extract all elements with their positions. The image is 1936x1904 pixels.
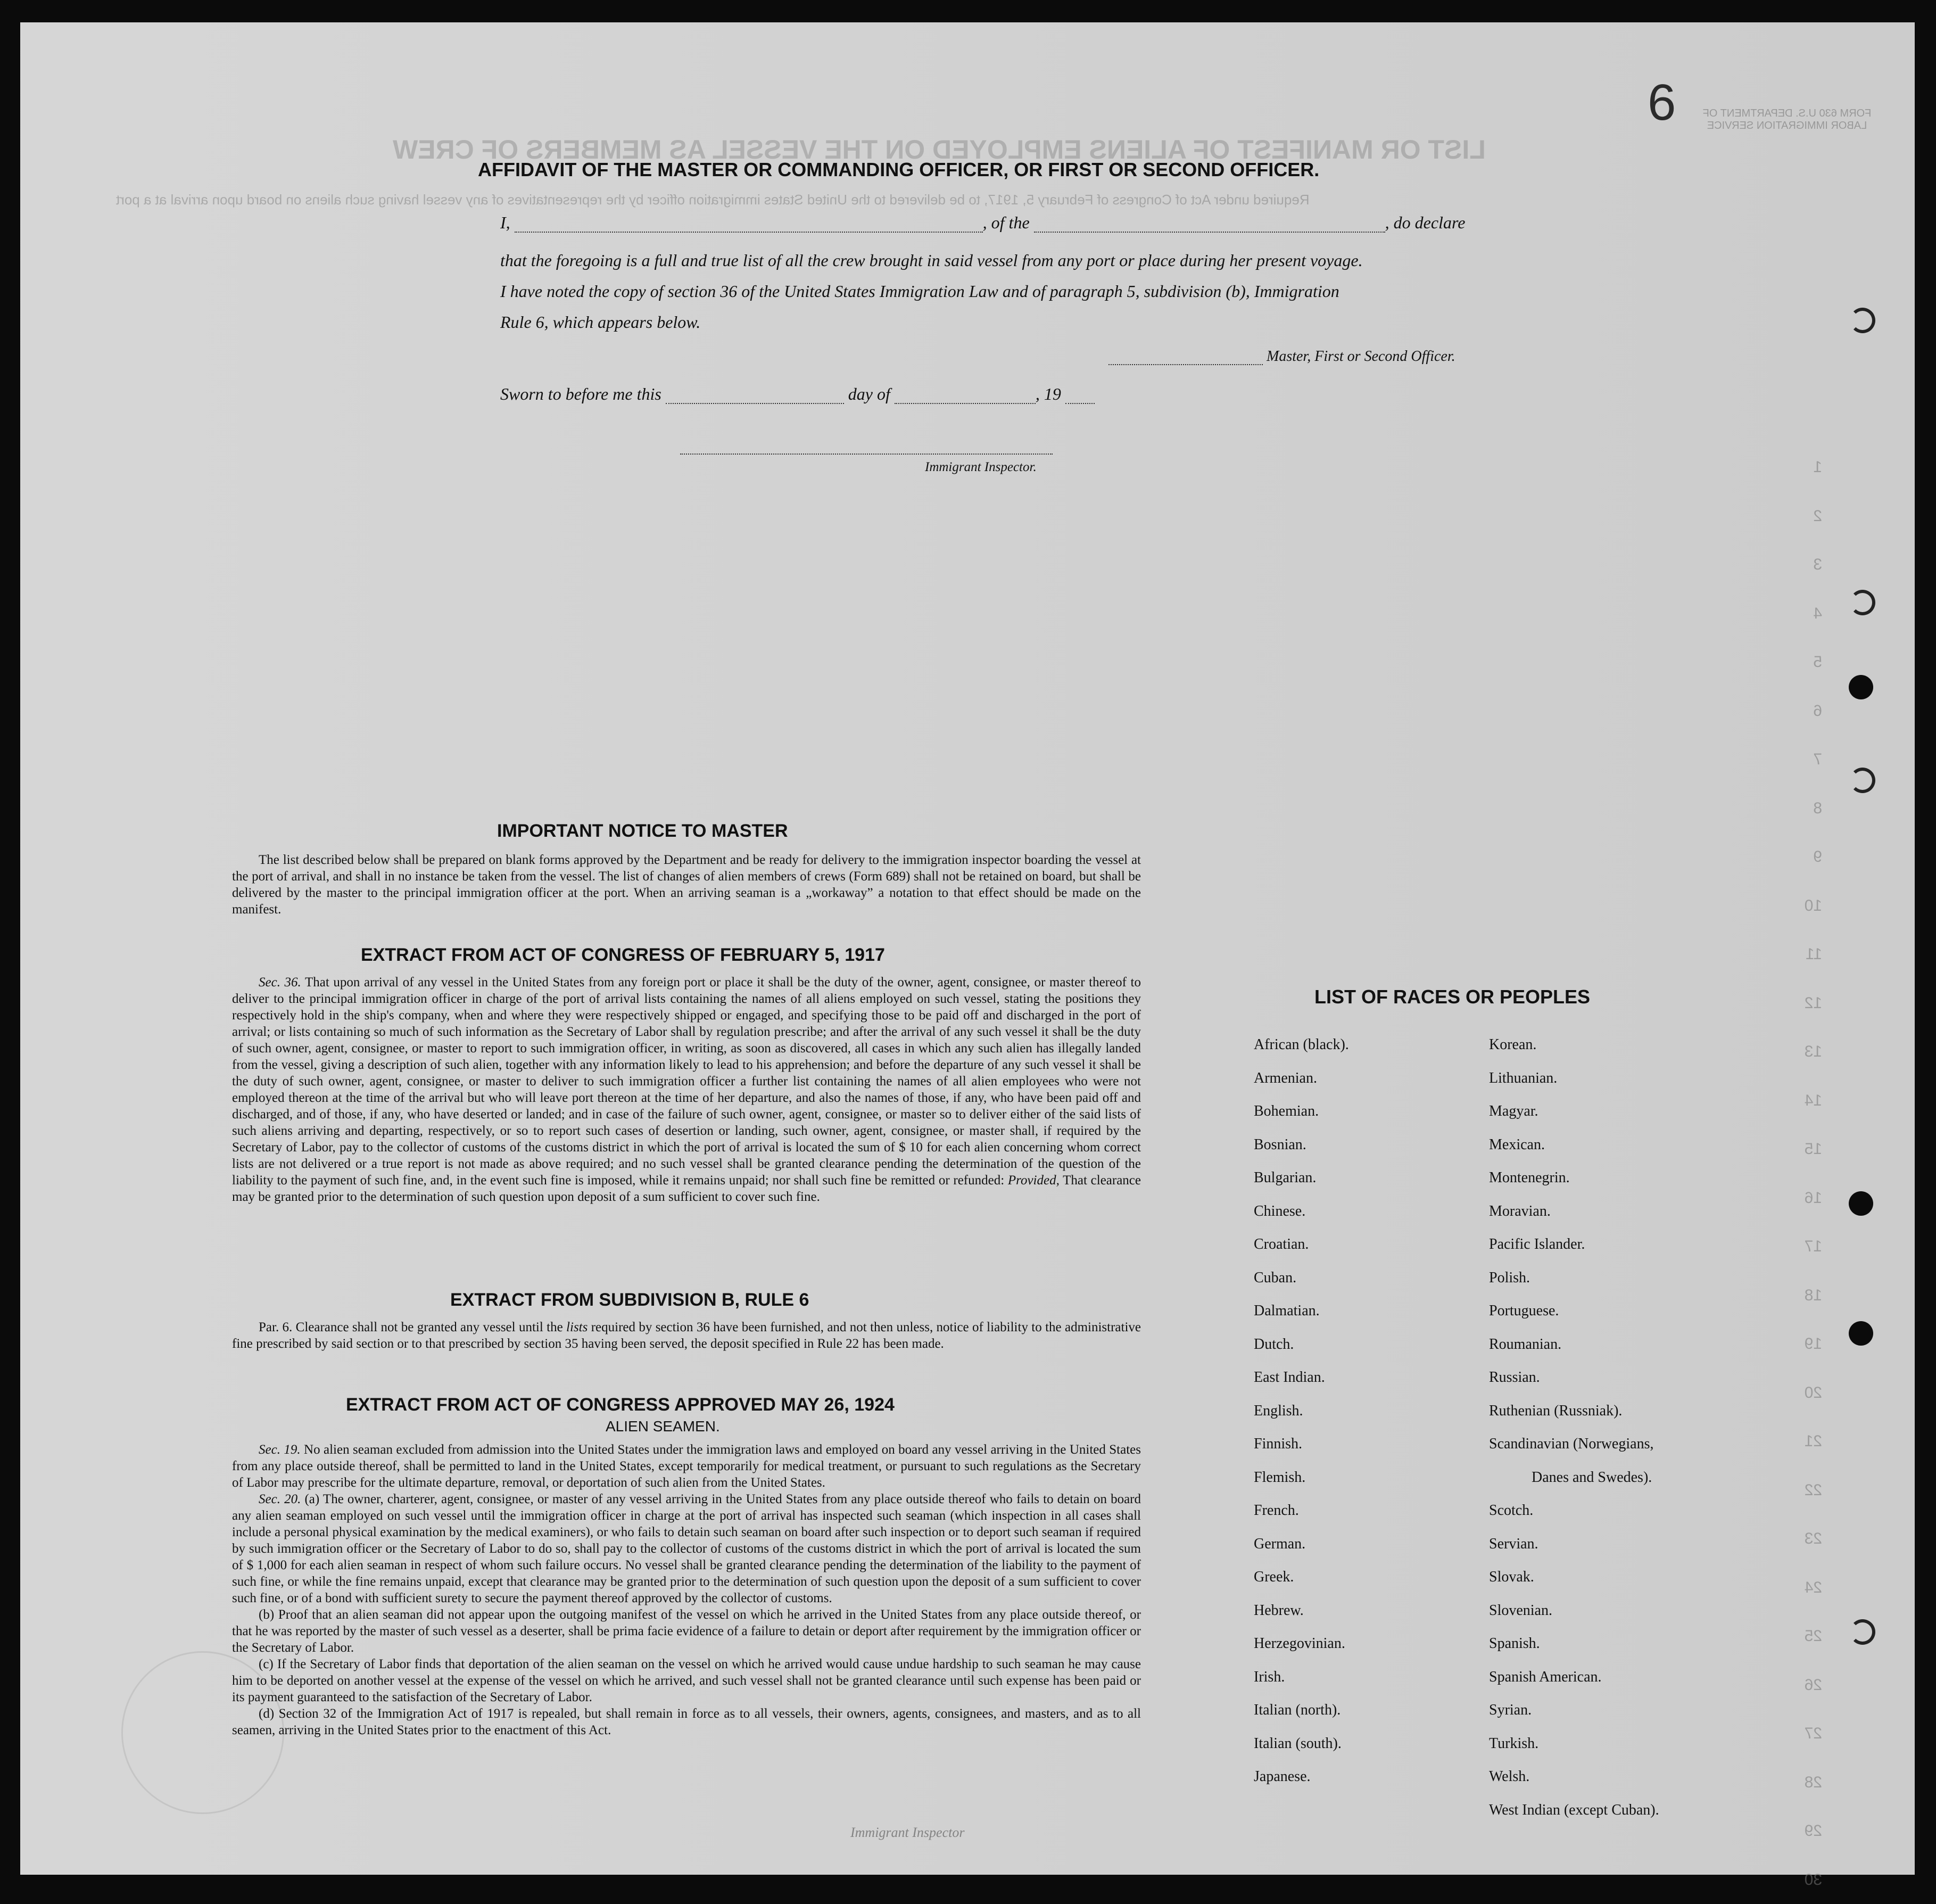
race-item: Russian. — [1489, 1361, 1659, 1395]
bleed-row-number: 20 — [1790, 1369, 1822, 1417]
bleed-row-number: 19 — [1790, 1320, 1822, 1369]
sec36-text: That upon arrival of any vessel in the United States from any foreign port or place it shall be the duty of the owner, agent, consignee, or master thereof to deliver to the principal immigration officer in charge of the port of arrival lists containing the names of all aliens employed on such vessel, stating the positions they respectively hold in the ship's company, when and where they were respectively shipped or engaged, and specifying those to be paid off and discharged in the port of arrival; or lists containing so much of such information as the Secretary of Labor shall by regulation prescribe; and after the arrival of any such vessel it shall be the duty of such owner, agent, consignee, or master to report to such immigration officer, in writing, as soon as discovered, all cases in which any such alien has illegally landed from the vessel, giving a description of such alien, together with any information likely to lead to his apprehension; and before the departure of any such vessel it shall be the duty of such owner, agent, consignee, or master to deliver to such immigration officer a further list containing the names of all alien employees who were not employed thereon at the time of the arrival but who will leave port thereon at the time of her departure, and also the names of those, if any, who have been paid off and discharged, and of those, if any, who have deserted or landed; and in case of the failure of such owner, agent, consignee, or master so to deliver either of the said lists of such aliens arriving and departing, respectively, or so to report such cases of desertion or landing, such owner, agent, consignee, or master shall, if required by the Secretary of Labor, pay to the collector of customs of the customs district in which the port of arrival is located the sum of $ 10 for each alien concerning whom correct lists are not delivered or a true report is not made as above required; and no such vessel shall be granted clearance pending the determination of the question of the liability to the payment of such fine, and, in the event such fine is imposed, while it remains unpaid; nor shall such fine be remitted or refunded: — [232, 975, 1141, 1188]
affidavit-title: AFFIDAVIT OF THE MASTER OR COMMANDING OFFICER, OR FIRST OR SECOND OFFICER. — [478, 159, 1319, 181]
race-item: Roumanian. — [1489, 1328, 1659, 1362]
bleed-row-number: 26 — [1790, 1661, 1822, 1710]
race-item: Chinese. — [1254, 1195, 1349, 1229]
bleed-row-number: 24 — [1790, 1563, 1822, 1612]
races-left-column — [1254, 1028, 1349, 1794]
race-item: Scandinavian (Norwegians, — [1489, 1428, 1659, 1461]
sec20c-paragraph: (c) If the Secretary of Labor finds that deportation of the alien seaman on the vessel on which he arrived would cause undue hardship to such seaman he may cause him to be deported on another vessel at the expense of the vessel on which he arrived, and such vessel shall not be granted clearance until such expense has been paid or its payment guaranteed to the satisfaction of the Secretary of Labor. — [232, 1656, 1141, 1705]
master-label: Master, First or Second Officer. — [1267, 348, 1455, 365]
race-item: Scotch. — [1489, 1494, 1659, 1528]
bleed-row-number: 1 — [1790, 443, 1822, 492]
extract-1924-subtitle: ALIEN SEAMEN. — [606, 1418, 720, 1435]
race-item: Slovak. — [1489, 1561, 1659, 1594]
sworn-label: Sworn to before me this — [500, 384, 661, 403]
bleed-row-number: 17 — [1790, 1222, 1822, 1271]
race-item: Flemish. — [1254, 1461, 1349, 1495]
bleed-row-number: 2 — [1790, 492, 1822, 541]
race-item: West Indian (except Cuban). — [1489, 1794, 1659, 1827]
race-item: Magyar. — [1489, 1095, 1659, 1128]
document-page — [20, 22, 1915, 1875]
notice-text-block — [232, 852, 1141, 918]
sec20-label: Sec. 20. — [259, 1492, 301, 1506]
affidavit-of-the-label: , of the — [983, 213, 1030, 232]
race-item: Polish. — [1489, 1262, 1659, 1295]
bleed-row-number: 12 — [1790, 979, 1822, 1028]
punch-hole — [1849, 675, 1873, 699]
bleed-row-number: 6 — [1790, 687, 1822, 736]
bleed-row-number: 10 — [1790, 881, 1822, 930]
race-item: Montenegrin. — [1489, 1161, 1659, 1195]
bleed-row-number: 14 — [1790, 1076, 1822, 1125]
inspector-signature: Immigrant Inspector — [850, 1825, 964, 1841]
extract-1917-title: EXTRACT FROM ACT OF CONGRESS OF FEBRUARY 5, 1917 — [361, 945, 885, 966]
sec20b-paragraph: (b) Proof that an alien seaman did not appear upon the outgoing manifest of the vessel on which he arrived in the United States from any place outside thereof, or that he was reported by the master of such vessel as a deserter, shall be prima facie evidence of a failure to detain or deport after requirement by the immigration officer or the Secretary of Labor. — [232, 1606, 1141, 1656]
rule6-text-b: required by section 36 have been furnished, and not then unless, notice of liability to the administrative fine prescribed by said section or to that prescribed by section 35 having been served, the deposit specified in Rule 22 has been made. — [232, 1320, 1141, 1351]
sec20d-paragraph: (d) Section 32 of the Immigration Act of 1917 is repealed, but shall remain in force as to all vessels, their owners, agents, consignees, and masters, and as to all seamen, arriving in the United States prior to the enactment of this Act. — [232, 1705, 1141, 1738]
race-item: Danes and Swedes). — [1489, 1461, 1659, 1495]
race-item: English. — [1254, 1395, 1349, 1428]
punch-hole — [1849, 1191, 1873, 1216]
affiant-name-field[interactable] — [515, 216, 983, 233]
race-item: Finnish. — [1254, 1428, 1349, 1461]
bleed-row-number: 27 — [1790, 1709, 1822, 1758]
race-item: Servian. — [1489, 1528, 1659, 1561]
affidavit-i-label: I, — [500, 213, 510, 232]
rule6-text-a: Par. 6. Clearance shall not be granted any vessel until the — [259, 1320, 563, 1334]
races-right-column — [1489, 1028, 1659, 1827]
extract-rule6-paragraph — [232, 1319, 1141, 1352]
race-item: Korean. — [1489, 1028, 1659, 1062]
sec19-text: No alien seaman excluded from admission into the United States under the immigration laws and employed on board any vessel arriving in the United States from any place outside thereof, shall be permitted to land in the United States, except temporarily for medical treatment, or pursuant to such regulations as the Secretary of Labor may prescribe for the ultimate departure, removal, or deportation of such alien from the United States. — [232, 1443, 1141, 1490]
master-signature-row — [1108, 348, 1455, 365]
bleed-row-number: 11 — [1790, 930, 1822, 979]
notice-text: The list described below shall be prepared on blank forms approved by the Department and be ready for delivery to the immigration inspector boarding the vessel at the port of arrival, and shall in no instance be taken from the vessel. The list of changes of alien members of crews (Form 689) shall not be retained on board, but shall be delivered by the master to the principal immigration officer at the port. When an arriving seaman is a „workaway” a notation to that effect should be made on the manifest. — [232, 852, 1141, 918]
bleed-row-number: 13 — [1790, 1027, 1822, 1076]
inspector-signature-field[interactable] — [680, 445, 1053, 455]
bleed-row-number: 9 — [1790, 833, 1822, 881]
race-item: Bohemian. — [1254, 1095, 1349, 1128]
sec36-text-end: That clearance may be granted prior to the determination of such question upon deposit of a sum sufficient to cover such fine. — [232, 1173, 1141, 1204]
extract-1924-title: EXTRACT FROM ACT OF CONGRESS APPROVED MAY 26, 1924 — [346, 1395, 895, 1415]
vessel-name-field[interactable] — [1034, 216, 1385, 233]
race-item: Welsh. — [1489, 1760, 1659, 1794]
inspector-row — [680, 445, 1053, 475]
race-item: Spanish American. — [1489, 1661, 1659, 1694]
bleed-row-number: 15 — [1790, 1125, 1822, 1174]
bleed-row-number: 16 — [1790, 1174, 1822, 1223]
race-item: Irish. — [1254, 1661, 1349, 1694]
faint-seal — [121, 1651, 284, 1814]
race-item: East Indian. — [1254, 1361, 1349, 1395]
race-item: African (black). — [1254, 1028, 1349, 1062]
bleed-row-number: 29 — [1790, 1807, 1822, 1856]
race-item: Bosnian. — [1254, 1128, 1349, 1162]
sec20a-text: (a) The owner, charterer, agent, consignee, or master of any vessel arriving in the United States from any place outside thereof who fails to detain on board any alien seaman employed on such vessel until the immigration officer in charge at the port of arrival has inspected such seaman (which inspection in all cases shall include a personal physical examination by the medical examiners), or who fails to detain such seaman on board after such inspection or to deport such seaman if required by such immigration officer or the Secretary of Labor to do so, shall pay to the collector of customs of the customs district in which the port of arrival is located the sum of $ 1,000 for each alien seaman in respect of whom such failure occurs. No vessel shall be granted clearance pending the determination of the liability to the payment of such fine, or while the fine remains unpaid, except that clearance may be granted prior to the determination of such question upon the deposit of a sum sufficient to cover such fine, or of a bond with sufficient surety to secure the payment thereof approved by the collector of customs. — [232, 1492, 1141, 1605]
provided-label: Provided, — [1008, 1173, 1060, 1188]
affidavit-declaration — [500, 213, 1465, 233]
rule6-lists: lists — [566, 1320, 588, 1334]
bleed-row-number: 22 — [1790, 1466, 1822, 1515]
punch-hole — [1850, 590, 1875, 615]
race-item: Slovenian. — [1489, 1594, 1659, 1628]
bleed-row-number: 4 — [1790, 589, 1822, 638]
race-item: Dalmatian. — [1254, 1295, 1349, 1328]
extract-1917-paragraph — [232, 974, 1141, 1205]
race-item: Italian (south). — [1254, 1727, 1349, 1761]
extract-rule6-text-block — [232, 1319, 1141, 1352]
punch-hole — [1849, 1321, 1873, 1346]
race-item: Japanese. — [1254, 1760, 1349, 1794]
bleed-row-number: 5 — [1790, 638, 1822, 687]
race-item: Lithuanian. — [1489, 1062, 1659, 1095]
race-item: Bulgarian. — [1254, 1161, 1349, 1195]
bleed-subheader: Required under Act of Congress of February 5, 1917, to be delivered to the United States immigration officer by the representatives of any vessel having such aliens on board upon arrival at a port — [116, 192, 1310, 208]
sec19-label: Sec. 19. — [259, 1443, 301, 1457]
race-item: Herzegovinian. — [1254, 1627, 1349, 1661]
affidavit-declare-label: , do declare — [1385, 213, 1466, 232]
race-item: Spanish. — [1489, 1627, 1659, 1661]
sworn-year-field[interactable] — [1065, 387, 1095, 404]
bleed-row-number: 3 — [1790, 540, 1822, 589]
race-item: Armenian. — [1254, 1062, 1349, 1095]
sec20a-paragraph — [232, 1491, 1141, 1606]
race-item: Mexican. — [1489, 1128, 1659, 1162]
affidavit-body — [500, 245, 1506, 337]
affidavit-line-2: I have noted the copy of section 36 of the United States Immigration Law and of paragraph 5, subdivision (b), Immigration — [500, 276, 1506, 307]
race-item: Portuguese. — [1489, 1295, 1659, 1328]
extract-rule6-title: EXTRACT FROM SUBDIVISION B, RULE 6 — [450, 1290, 809, 1310]
bleed-row-number: 18 — [1790, 1271, 1822, 1320]
affidavit-line-3: Rule 6, which appears below. — [500, 307, 1506, 337]
race-item: Cuban. — [1254, 1262, 1349, 1295]
sworn-row — [500, 384, 1095, 404]
race-item: Pacific Islander. — [1489, 1228, 1659, 1262]
bleed-row-number: 25 — [1790, 1612, 1822, 1661]
race-item: Syrian. — [1489, 1694, 1659, 1727]
sheet-number: 6 — [1648, 73, 1676, 132]
bleed-row-number: 8 — [1790, 784, 1822, 833]
sworn-day-field[interactable] — [666, 387, 844, 404]
race-item: Ruthenian (Russniak). — [1489, 1395, 1659, 1428]
punch-hole — [1850, 768, 1875, 793]
bleed-row-number: 28 — [1790, 1758, 1822, 1807]
day-of-label: day of — [848, 384, 890, 403]
race-item: Italian (north). — [1254, 1694, 1349, 1727]
affidavit-line-1: that the foregoing is a full and true list of all the crew brought in said vessel from any port or place during her present voyage. — [500, 245, 1506, 276]
sec36-label: Sec. 36. — [259, 975, 301, 990]
race-item: Moravian. — [1489, 1195, 1659, 1229]
race-item: Dutch. — [1254, 1328, 1349, 1362]
races-title: LIST OF RACES OR PEOPLES — [1314, 986, 1590, 1008]
bleed-header: LIST OR MANIFEST OF ALIENS EMPLOYED ON THE VESSEL AS MEMBERS OF CREW — [393, 134, 1486, 165]
punch-hole — [1850, 1619, 1875, 1645]
bleed-row-number: 30 — [1790, 1856, 1822, 1904]
race-item: Turkish. — [1489, 1727, 1659, 1761]
race-item: Hebrew. — [1254, 1594, 1349, 1628]
sec19-paragraph — [232, 1441, 1141, 1491]
extract-1924-text-block — [232, 1441, 1141, 1738]
master-signature-field[interactable] — [1108, 348, 1263, 365]
inspector-label: Immigrant Inspector. — [925, 460, 1037, 474]
bleed-form-number: FORM 630 U.S. DEPARTMENT OF LABOR IMMIGRATION SERVICE — [1686, 108, 1888, 132]
notice-title: IMPORTANT NOTICE TO MASTER — [497, 821, 788, 842]
bleed-row-number: 21 — [1790, 1417, 1822, 1466]
race-item: French. — [1254, 1494, 1349, 1528]
sworn-month-field[interactable] — [895, 387, 1036, 404]
bleed-row-number: 23 — [1790, 1514, 1822, 1563]
year-label: , 19 — [1036, 384, 1061, 403]
extract-1917-text-block — [232, 974, 1141, 1205]
bleed-row-number: 7 — [1790, 735, 1822, 784]
bleed-row-numbers — [1790, 443, 1822, 1904]
race-item: Croatian. — [1254, 1228, 1349, 1262]
race-item: German. — [1254, 1528, 1349, 1561]
punch-hole — [1850, 308, 1875, 333]
race-item: Greek. — [1254, 1561, 1349, 1594]
